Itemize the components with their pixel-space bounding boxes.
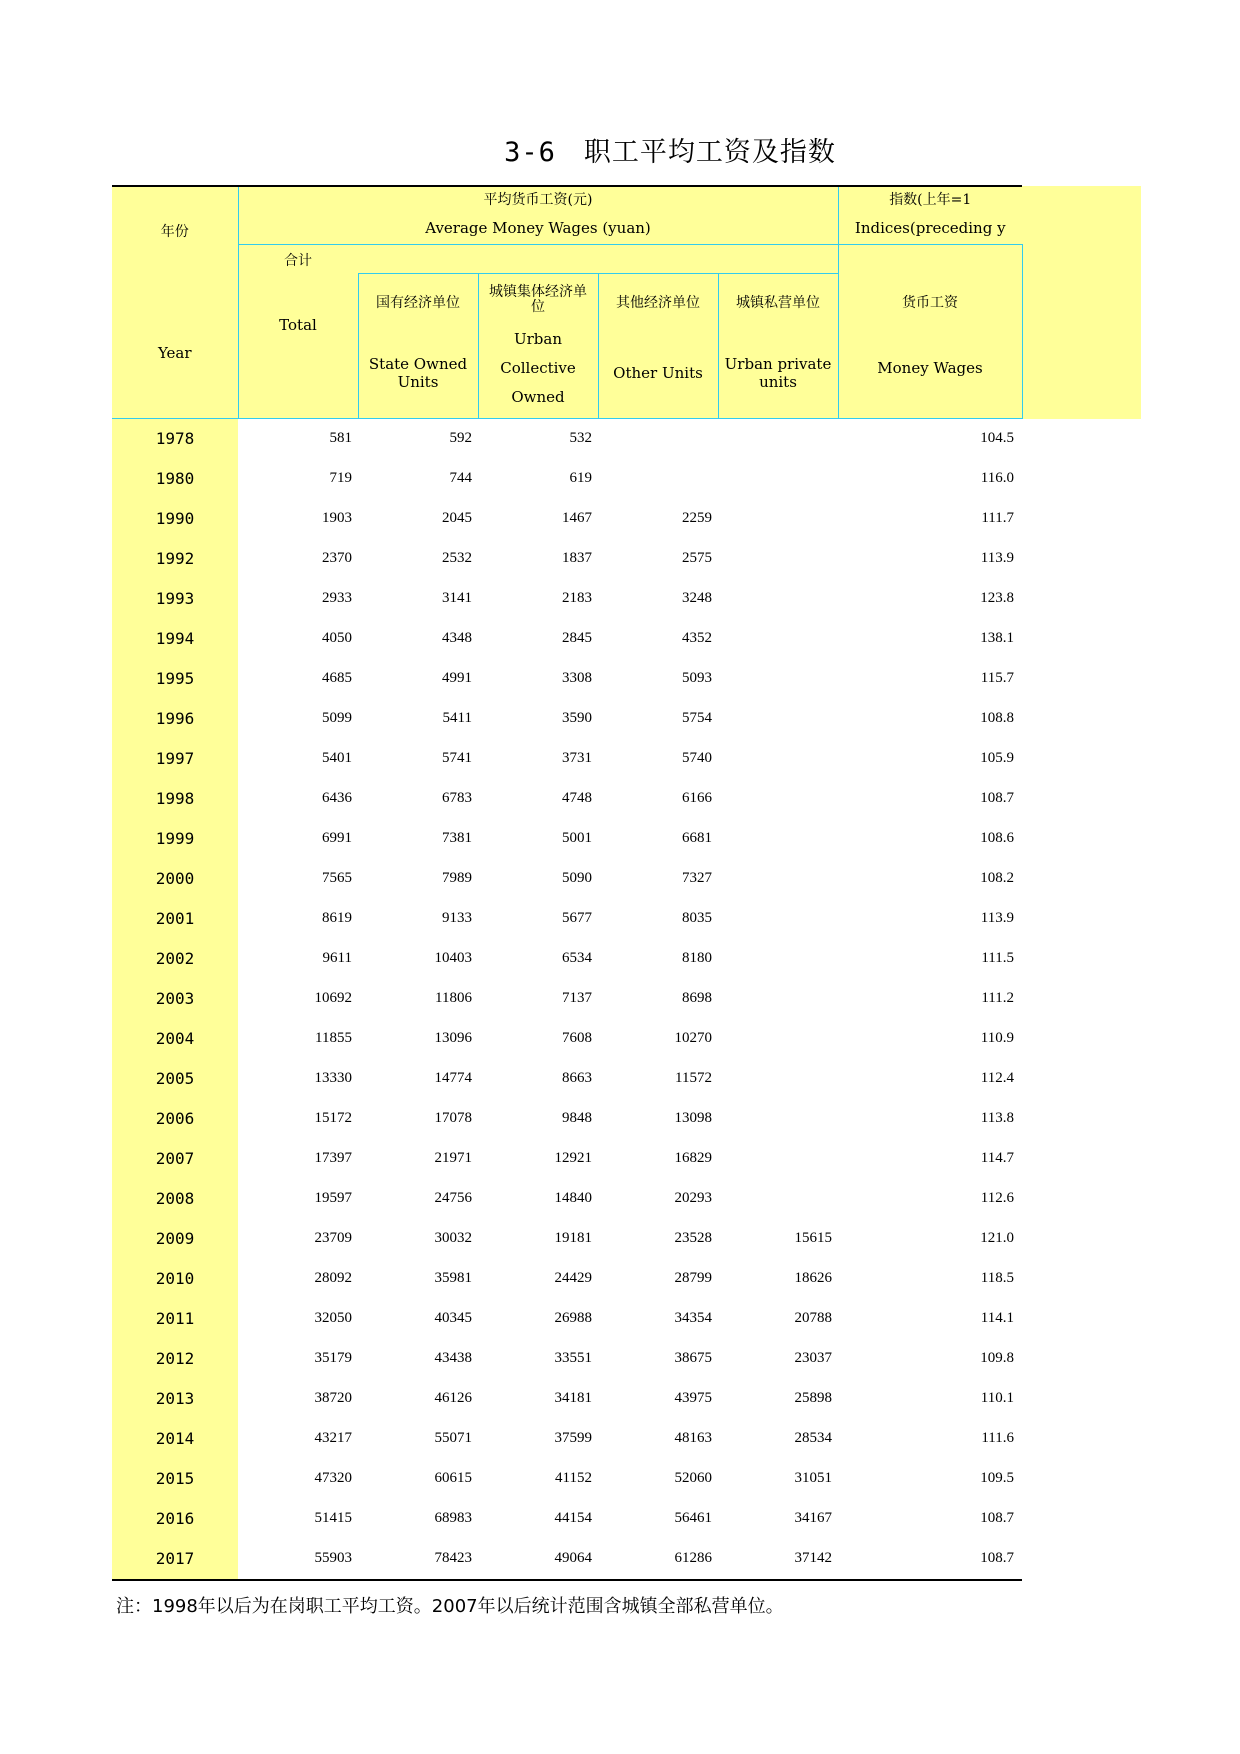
year-header-en: Year [157, 344, 192, 362]
money-wage-index-cell: 123.8 [980, 590, 1014, 606]
collective-cell: 6534 [562, 950, 592, 966]
table-header [112, 186, 1022, 419]
state-units-cn: 国有经济单位 [376, 294, 460, 311]
private-units-cell [718, 419, 838, 459]
collective-cell: 26988 [554, 1310, 592, 1326]
year-cell: 1994 [112, 619, 238, 659]
year-cell: 2009 [112, 1219, 238, 1259]
other-units-cell: 8698 [682, 990, 712, 1006]
state-units-header [358, 273, 478, 418]
table-row [112, 699, 1022, 739]
year-cell: 1999 [112, 819, 238, 859]
other-units-cn: 其他经济单位 [616, 294, 700, 311]
collective-cell: 1467 [562, 510, 592, 526]
state-units-en-2: Units [397, 372, 439, 391]
other-units-cell: 10270 [674, 1030, 712, 1046]
collective-cell: 34181 [554, 1390, 592, 1406]
other-units-cell: 13098 [674, 1110, 712, 1126]
money-wage-index-cell: 104.5 [980, 430, 1014, 446]
year-cell: 2015 [112, 1459, 238, 1499]
total-cell: 4050 [322, 630, 352, 646]
other-units-en: Other Units [613, 363, 703, 382]
state-units-cell: 6783 [442, 790, 472, 806]
index-group-en: Indices(preceding y [854, 219, 1006, 238]
money-wages-cn: 货币工资 [902, 294, 958, 311]
other-units-cell: 23528 [674, 1230, 712, 1246]
total-cell: 4685 [322, 670, 352, 686]
other-units-cell: 38675 [674, 1350, 712, 1366]
other-units-cell: 6681 [682, 830, 712, 846]
total-cell: 32050 [314, 1310, 352, 1326]
other-units-cell: 5740 [682, 750, 712, 766]
collective-cell: 33551 [554, 1350, 592, 1366]
total-cell: 23709 [314, 1230, 352, 1246]
other-units-cell: 5754 [682, 710, 712, 726]
money-wage-index-cell: 116.0 [980, 470, 1014, 486]
other-units-cell: 11572 [675, 1070, 712, 1086]
state-units-cell: 55071 [434, 1430, 472, 1446]
year-cell: 2011 [112, 1299, 238, 1339]
money-wage-index-cell: 111.5 [981, 950, 1014, 966]
total-cell: 35179 [314, 1350, 352, 1366]
private-units-cell: 15615 [794, 1230, 832, 1246]
private-units-cell [718, 739, 838, 779]
collective-cell: 619 [569, 470, 592, 486]
money-wage-index-cell: 109.5 [980, 1470, 1014, 1486]
total-cell: 51415 [314, 1510, 352, 1526]
collective-cell: 3590 [562, 710, 592, 726]
table-row [112, 859, 1022, 899]
total-header-cn: 合计 [284, 252, 312, 269]
collective-cell: 5090 [562, 870, 592, 886]
avg-wage-group-header [238, 186, 838, 244]
money-wage-index-cell: 113.9 [980, 550, 1014, 566]
total-cell: 2370 [322, 550, 352, 566]
private-units-cell: 23037 [794, 1350, 832, 1366]
private-units-cell [718, 659, 838, 699]
state-units-cell: 68983 [434, 1510, 472, 1526]
table-body [112, 419, 1022, 1580]
table-row [112, 1339, 1022, 1379]
other-units-cell: 8180 [682, 950, 712, 966]
year-cell: 1990 [112, 499, 238, 539]
private-units-cell: 34167 [794, 1510, 832, 1526]
total-cell: 15172 [314, 1110, 352, 1126]
other-units-cell: 28799 [674, 1270, 712, 1286]
total-cell: 6436 [322, 790, 352, 806]
other-units-cell: 48163 [674, 1430, 712, 1446]
money-wage-index-cell: 112.4 [980, 1070, 1014, 1086]
total-cell: 55903 [238, 1539, 358, 1580]
state-units-cell: 4348 [442, 630, 472, 646]
private-units-cell [718, 899, 838, 939]
collective-cell: 49064 [478, 1539, 598, 1580]
collective-en-2: Collective [500, 358, 576, 377]
other-units-cell: 52060 [674, 1470, 712, 1486]
other-units-cell [598, 459, 718, 499]
total-header-en: Total [279, 315, 317, 334]
table-row [112, 779, 1022, 819]
other-units-cell: 61286 [598, 1539, 718, 1580]
state-units-cell: 10403 [434, 950, 472, 966]
money-wage-index-cell: 113.8 [980, 1110, 1014, 1126]
state-units-cell: 9133 [442, 910, 472, 926]
table-row [112, 1379, 1022, 1419]
private-units-cell [718, 1179, 838, 1219]
private-units-cell [718, 1019, 838, 1059]
collective-en-3: Owned [511, 387, 565, 406]
total-cell: 9611 [322, 950, 352, 966]
money-wage-index-cell: 110.1 [980, 1390, 1014, 1406]
money-wage-index-cell: 108.8 [980, 710, 1014, 726]
money-wage-index-cell: 111.6 [981, 1430, 1014, 1446]
private-units-cell: 28534 [794, 1430, 832, 1446]
private-units-cell: 31051 [794, 1470, 832, 1486]
sub-header-spacer [358, 244, 838, 273]
state-units-cell: 7989 [442, 870, 472, 886]
private-units-cell: 20788 [794, 1310, 832, 1326]
table-row [112, 419, 1022, 459]
year-cell: 2000 [112, 859, 238, 899]
total-cell: 43217 [314, 1430, 352, 1446]
collective-cell: 44154 [554, 1510, 592, 1526]
state-units-cell: 21971 [434, 1150, 472, 1166]
private-units-cell [718, 459, 838, 499]
collective-header [478, 273, 598, 418]
private-units-cell: 25898 [794, 1390, 832, 1406]
table-row [112, 1099, 1022, 1139]
private-units-cell [718, 499, 838, 539]
year-cell: 1993 [112, 579, 238, 619]
other-units-header [598, 273, 718, 418]
collective-cell: 7608 [562, 1030, 592, 1046]
table-row [112, 1139, 1022, 1179]
state-units-cell: 11806 [435, 990, 472, 1006]
table-row [112, 1499, 1022, 1539]
money-wage-index-cell: 112.6 [980, 1190, 1014, 1206]
table-row [112, 819, 1022, 859]
money-wage-index-cell: 110.9 [980, 1030, 1014, 1046]
table-row [112, 1539, 1022, 1580]
state-units-cell: 46126 [434, 1390, 472, 1406]
collective-cell: 37599 [554, 1430, 592, 1446]
total-cell: 5401 [322, 750, 352, 766]
total-cell: 13330 [314, 1070, 352, 1086]
state-units-cell: 4991 [442, 670, 472, 686]
year-cell: 2016 [112, 1499, 238, 1539]
total-cell: 719 [329, 470, 352, 486]
table-title-text: 职工平均工资及指数 [583, 137, 836, 168]
state-units-cell: 14774 [434, 1070, 472, 1086]
state-units-cell: 60615 [434, 1470, 472, 1486]
state-units-cell: 17078 [434, 1110, 472, 1126]
money-wage-index-cell: 109.8 [980, 1350, 1014, 1366]
total-header [238, 244, 358, 418]
table-row [112, 899, 1022, 939]
other-units-cell: 20293 [674, 1190, 712, 1206]
money-wage-index-cell: 138.1 [980, 630, 1014, 646]
private-units-en-2: units [759, 372, 797, 391]
year-cell: 2005 [112, 1059, 238, 1099]
state-units-cell: 5411 [442, 710, 472, 726]
money-wage-index-cell: 108.7 [980, 790, 1014, 806]
private-units-cell [718, 779, 838, 819]
collective-cell: 532 [569, 430, 592, 446]
footnote: 注：1998年以后为在岗职工平均工资。2007年以后统计范围含城镇全部私营单位。 [116, 1596, 784, 1617]
year-cell: 2006 [112, 1099, 238, 1139]
year-cell: 1980 [112, 459, 238, 499]
money-wage-index-cell: 108.7 [838, 1539, 1022, 1580]
table-row [112, 499, 1022, 539]
private-units-cell [718, 819, 838, 859]
year-header [112, 186, 238, 418]
index-group-header [838, 186, 1022, 244]
collective-cn-1: 城镇集体经济单 [489, 283, 587, 300]
state-units-cell: 3141 [442, 590, 472, 606]
private-units-cell [718, 939, 838, 979]
private-units-cell [718, 539, 838, 579]
collective-cell: 19181 [554, 1230, 592, 1246]
total-cell: 11855 [315, 1030, 352, 1046]
table-row [112, 979, 1022, 1019]
money-wage-index-cell: 113.9 [980, 910, 1014, 926]
state-units-cell: 7381 [442, 830, 472, 846]
state-units-cell: 2045 [442, 510, 472, 526]
table-row [112, 579, 1022, 619]
collective-cell: 2183 [562, 590, 592, 606]
year-cell: 1997 [112, 739, 238, 779]
collective-cell: 2845 [562, 630, 592, 646]
state-units-cell: 744 [449, 470, 472, 486]
state-units-cell: 35981 [434, 1270, 472, 1286]
index-group-cn: 指数(上年=1 [889, 192, 972, 209]
private-units-cell [718, 859, 838, 899]
year-cell: 2008 [112, 1179, 238, 1219]
header-overflow-fill [1022, 186, 1141, 419]
total-cell: 581 [329, 430, 352, 446]
year-cell: 1998 [112, 779, 238, 819]
money-wage-index-cell: 108.6 [980, 830, 1014, 846]
collective-cell: 8663 [562, 1070, 592, 1086]
money-wage-index-cell: 118.5 [980, 1270, 1014, 1286]
table-row [112, 1219, 1022, 1259]
year-cell: 2014 [112, 1419, 238, 1459]
money-wage-index-cell: 121.0 [980, 1230, 1014, 1246]
state-units-cell: 13096 [434, 1030, 472, 1046]
collective-cell: 3308 [562, 670, 592, 686]
total-cell: 8619 [322, 910, 352, 926]
private-units-en-1: Urban private [724, 354, 832, 373]
total-cell: 5099 [322, 710, 352, 726]
avg-wage-group-cn: 平均货币工资(元) [483, 192, 593, 209]
private-units-header [718, 273, 838, 418]
state-units-cell: 30032 [434, 1230, 472, 1246]
other-units-cell: 2259 [682, 510, 712, 526]
money-wages-header [838, 244, 1022, 418]
other-units-cell: 7327 [682, 870, 712, 886]
state-units-en-1: State Owned [368, 354, 468, 373]
collective-cn-2: 位 [531, 298, 545, 315]
money-wage-index-cell: 108.2 [980, 870, 1014, 886]
year-cell: 1996 [112, 699, 238, 739]
table-number: 3-6 [504, 137, 556, 168]
year-cell: 2001 [112, 899, 238, 939]
table-row [112, 459, 1022, 499]
collective-cell: 7137 [562, 990, 592, 1006]
private-units-cell: 18626 [794, 1270, 832, 1286]
other-units-cell: 16829 [674, 1150, 712, 1166]
table-row [112, 739, 1022, 779]
state-units-cell: 78423 [358, 1539, 478, 1580]
private-units-cell [718, 579, 838, 619]
table-row [112, 1179, 1022, 1219]
money-wage-index-cell: 114.1 [980, 1310, 1014, 1326]
private-units-cell [718, 1099, 838, 1139]
collective-cell: 5001 [562, 830, 592, 846]
year-cell: 2013 [112, 1379, 238, 1419]
money-wage-index-cell: 111.7 [981, 510, 1014, 526]
total-cell: 47320 [314, 1470, 352, 1486]
other-units-cell: 34354 [674, 1310, 712, 1326]
private-units-cell [718, 699, 838, 739]
private-units-cell: 37142 [718, 1539, 838, 1580]
year-cell: 2017 [112, 1539, 238, 1580]
collective-cell: 3731 [562, 750, 592, 766]
table-row [112, 659, 1022, 699]
state-units-cell: 43438 [434, 1350, 472, 1366]
other-units-cell: 4352 [682, 630, 712, 646]
total-cell: 7565 [322, 870, 352, 886]
table-row [112, 1059, 1022, 1099]
other-units-cell [598, 419, 718, 459]
year-header-cn: 年份 [160, 224, 189, 240]
year-cell: 1995 [112, 659, 238, 699]
table-title [0, 130, 1240, 169]
table-row [112, 939, 1022, 979]
collective-cell: 4748 [562, 790, 592, 806]
year-cell: 2002 [112, 939, 238, 979]
table-row [112, 1299, 1022, 1339]
total-cell: 28092 [314, 1270, 352, 1286]
year-cell: 1992 [112, 539, 238, 579]
money-wage-index-cell: 115.7 [980, 670, 1014, 686]
total-cell: 10692 [314, 990, 352, 1006]
state-units-cell: 40345 [434, 1310, 472, 1326]
collective-cell: 14840 [554, 1190, 592, 1206]
state-units-cell: 2532 [442, 550, 472, 566]
total-cell: 6991 [322, 830, 352, 846]
table-row [112, 1259, 1022, 1299]
collective-cell: 41152 [555, 1470, 592, 1486]
money-wages-en: Money Wages [877, 358, 983, 377]
total-cell: 1903 [322, 510, 352, 526]
other-units-cell: 8035 [682, 910, 712, 926]
money-wage-index-cell: 105.9 [980, 750, 1014, 766]
money-wage-index-cell: 108.7 [980, 1510, 1014, 1526]
private-units-cell [718, 979, 838, 1019]
collective-cell: 24429 [554, 1270, 592, 1286]
state-units-cell: 5741 [442, 750, 472, 766]
other-units-cell: 43975 [674, 1390, 712, 1406]
private-units-cell [718, 1059, 838, 1099]
collective-cell: 5677 [562, 910, 592, 926]
private-units-cn: 城镇私营单位 [736, 294, 820, 311]
total-cell: 19597 [314, 1190, 352, 1206]
total-cell: 2933 [322, 590, 352, 606]
year-cell: 2007 [112, 1139, 238, 1179]
table-row [112, 1419, 1022, 1459]
year-cell: 2010 [112, 1259, 238, 1299]
collective-cell: 9848 [562, 1110, 592, 1126]
state-units-cell: 592 [449, 430, 472, 446]
collective-cell: 1837 [562, 550, 592, 566]
year-cell: 2003 [112, 979, 238, 1019]
collective-en-1: Urban [513, 329, 563, 348]
collective-cell: 12921 [554, 1150, 592, 1166]
private-units-cell [718, 1139, 838, 1179]
other-units-cell: 5093 [682, 670, 712, 686]
other-units-cell: 3248 [682, 590, 712, 606]
avg-wage-group-en: Average Money Wages (yuan) [425, 219, 651, 238]
other-units-cell: 2575 [682, 550, 712, 566]
other-units-cell: 6166 [682, 790, 712, 806]
year-cell: 2004 [112, 1019, 238, 1059]
wage-table [112, 185, 1023, 1581]
money-wage-index-cell: 114.7 [980, 1150, 1014, 1166]
state-units-cell: 24756 [434, 1190, 472, 1206]
money-wage-index-cell: 111.2 [981, 990, 1014, 1006]
private-units-cell [718, 619, 838, 659]
year-cell: 1978 [112, 419, 238, 459]
year-cell: 2012 [112, 1339, 238, 1379]
table-row [112, 539, 1022, 579]
other-units-cell: 56461 [674, 1510, 712, 1526]
table-row [112, 1459, 1022, 1499]
table-row [112, 1019, 1022, 1059]
table-row [112, 619, 1022, 659]
total-cell: 17397 [314, 1150, 352, 1166]
total-cell: 38720 [314, 1390, 352, 1406]
